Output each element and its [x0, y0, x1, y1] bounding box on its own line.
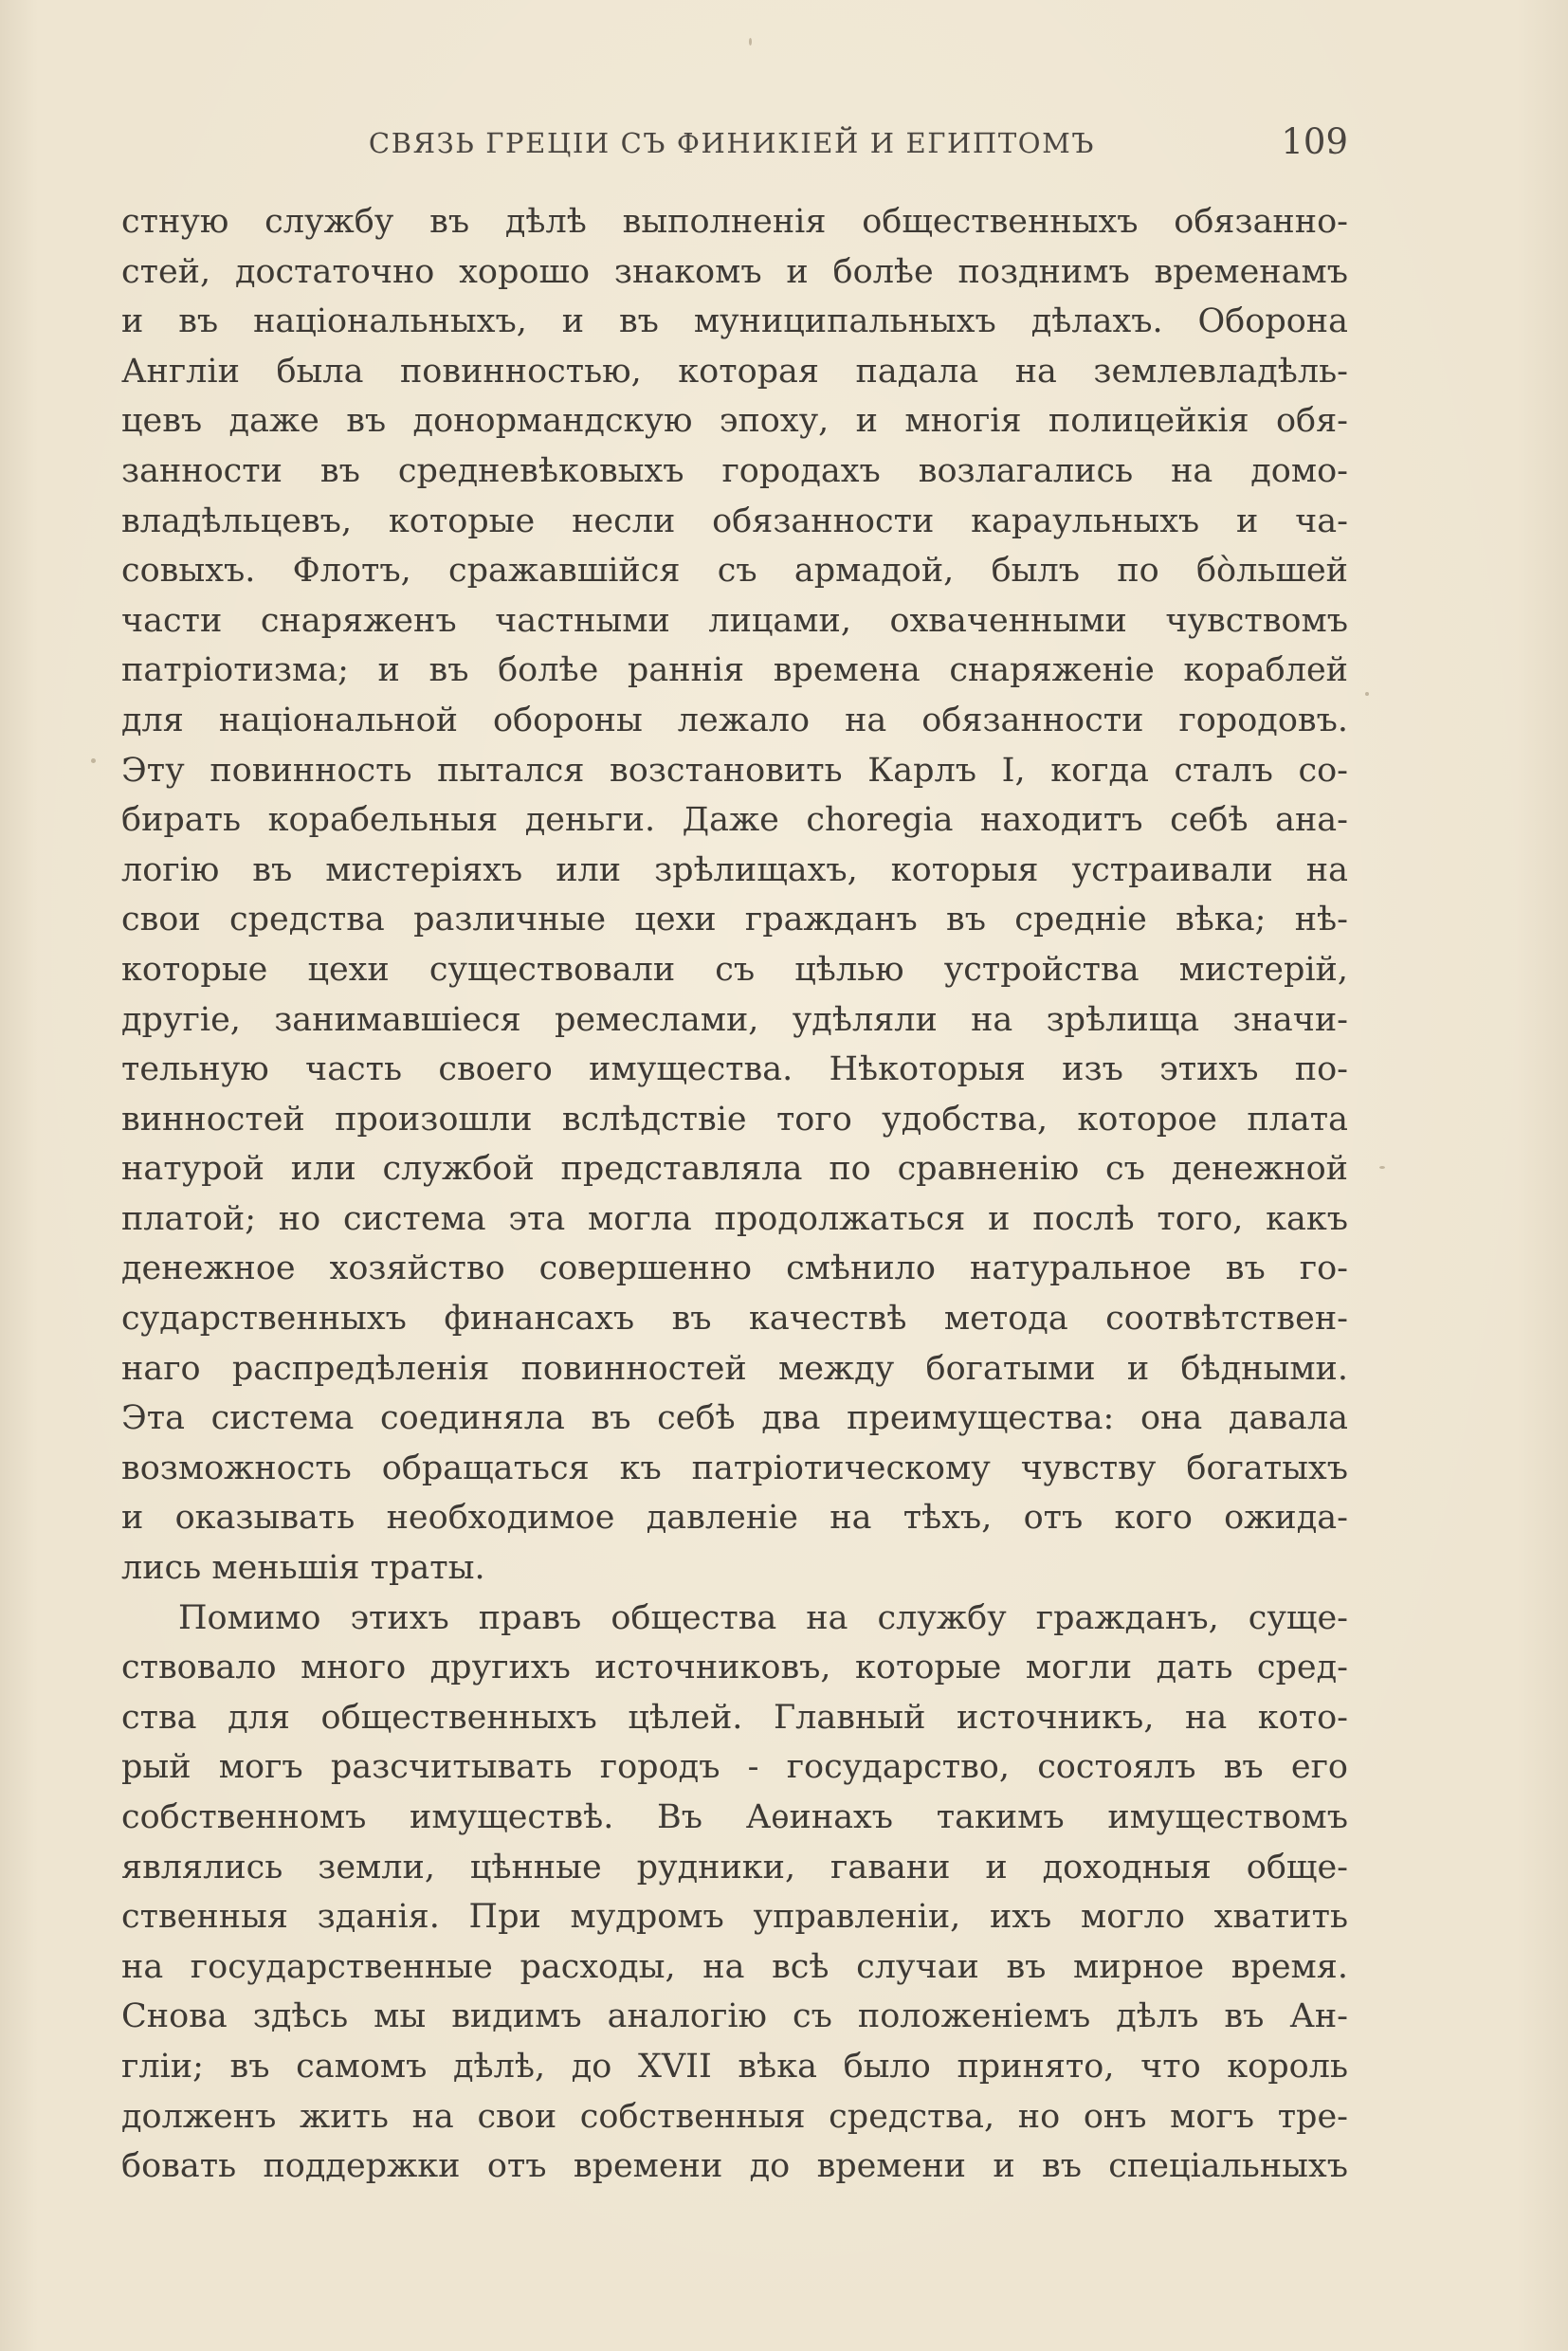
running-title: СВЯЗЬ ГРЕЦІИ СЪ ФИНИКІЕЙ И ЕГИПТОМЪ	[368, 127, 1096, 159]
paper-speck	[1379, 1166, 1385, 1169]
text-line: которые цехи существовали съ цѣлью устройства мистерій,	[121, 950, 1348, 989]
paper-speck	[749, 38, 752, 46]
text-line: ствовало много другихъ источниковъ, которые могли дать сред-	[121, 1649, 1348, 1687]
text-line: бирать корабельныя деньги. Даже choregia находитъ себѣ ана-	[121, 801, 1348, 840]
text-line: цевъ даже въ донормандскую эпоху, и многія полицейкія обя-	[121, 402, 1348, 441]
text-line: владѣльцевъ, которые несли обязанности караульныхъ и ча-	[121, 501, 1348, 540]
text-line: ства для общественныхъ цѣлей. Главный источникъ, на кото-	[121, 1698, 1348, 1737]
text-line: собственномъ имуществѣ. Въ Аѳинахъ такимъ имуществомъ	[121, 1798, 1348, 1836]
page-number: 109	[1281, 121, 1348, 162]
body-text	[121, 197, 1348, 2192]
text-line: занности въ средневѣковыхъ городахъ возлагались на домо-	[121, 451, 1348, 490]
text-line: бовать поддержки отъ времени до времени и въ спеціальныхъ	[121, 2147, 1348, 2186]
text-line: рый могъ разсчитывать городъ - государство, состоялъ въ его	[121, 1748, 1348, 1787]
text-line: лись меньшія траты.	[121, 1549, 485, 1588]
text-line: денежное хозяйство совершенно смѣнило натуральное въ го-	[121, 1249, 1348, 1288]
text-line: другіе, занимавшіеся ремеслами, удѣляли на зрѣлища значи-	[121, 1000, 1348, 1039]
text-line: стей, достаточно хорошо знакомъ и болѣе позднимъ временамъ	[121, 252, 1348, 291]
text-line: Эту повинность пытался возстановить Карлъ I, когда сталъ со-	[121, 751, 1348, 790]
text-line: возможность обращаться къ патріотическому чувству богатыхъ	[121, 1449, 1348, 1487]
text-line: винностей произошли вслѣдствіе того удобства, которое плата	[121, 1100, 1348, 1139]
text-line: для національной обороны лежало на обязанности городовъ.	[121, 701, 1348, 739]
text-line: свои средства различные цехи гражданъ въ средніе вѣка; нѣ-	[121, 901, 1348, 939]
text-line: и въ національныхъ, и въ муниципальныхъ дѣлахъ. Оборона	[121, 302, 1348, 341]
text-line: на государственные расходы, на всѣ случаи въ мирное время.	[121, 1947, 1348, 1986]
text-line: патріотизма; и въ болѣе раннія времена снаряженіе кораблей	[121, 651, 1348, 690]
text-line: и оказывать необходимое давленіе на тѣхъ, отъ кого ожида-	[121, 1499, 1348, 1538]
text-line: наго распредѣленія повинностей между богатыми и бѣдными.	[121, 1349, 1348, 1388]
text-line: являлись земли, цѣнные рудники, гавани и доходныя обще-	[121, 1848, 1348, 1886]
text-line: совыхъ. Флотъ, сражавшійся съ армадой, былъ по бо̀льшей	[121, 552, 1348, 591]
text-line: тельную часть своего имущества. Нѣкоторыя изъ этихъ по-	[121, 1050, 1348, 1089]
text-line: Снова здѣсь мы видимъ аналогію съ положеніемъ дѣлъ въ Ан-	[121, 1997, 1348, 2036]
text-line: Эта система соединяла въ себѣ два преимущества: она давала	[121, 1399, 1348, 1438]
text-line: части снаряженъ частными лицами, охваченными чувствомъ	[121, 601, 1348, 640]
text-line: логію въ мистеріяхъ или зрѣлищахъ, которыя устраивали на	[121, 850, 1348, 889]
running-head	[116, 121, 1348, 169]
text-line: Помимо этихъ правъ общества на службу гражданъ, суще-	[178, 1598, 1348, 1637]
text-line: натурой или службой представляла по сравненію съ денежной	[121, 1150, 1348, 1189]
text-line: Англіи была повинностью, которая падала на землевладѣль-	[121, 352, 1348, 391]
text-line: стную службу въ дѣлѣ выполненія общественныхъ обязанно-	[121, 203, 1348, 241]
text-line: сударственныхъ финансахъ въ качествѣ метода соотвѣтствен-	[121, 1300, 1348, 1339]
text-line: долженъ жить на свои собственныя средства, но онъ могъ тре-	[121, 2097, 1348, 2136]
paper-speck	[91, 758, 96, 763]
text-line: платой; но система эта могла продолжаться и послѣ того, какъ	[121, 1199, 1348, 1238]
text-line: гліи; въ самомъ дѣлѣ, до XVII вѣка было принято, что король	[121, 2047, 1348, 2086]
paper-speck	[1365, 692, 1369, 696]
text-line: ственныя зданія. При мудромъ управленіи, ихъ могло хватить	[121, 1898, 1348, 1937]
